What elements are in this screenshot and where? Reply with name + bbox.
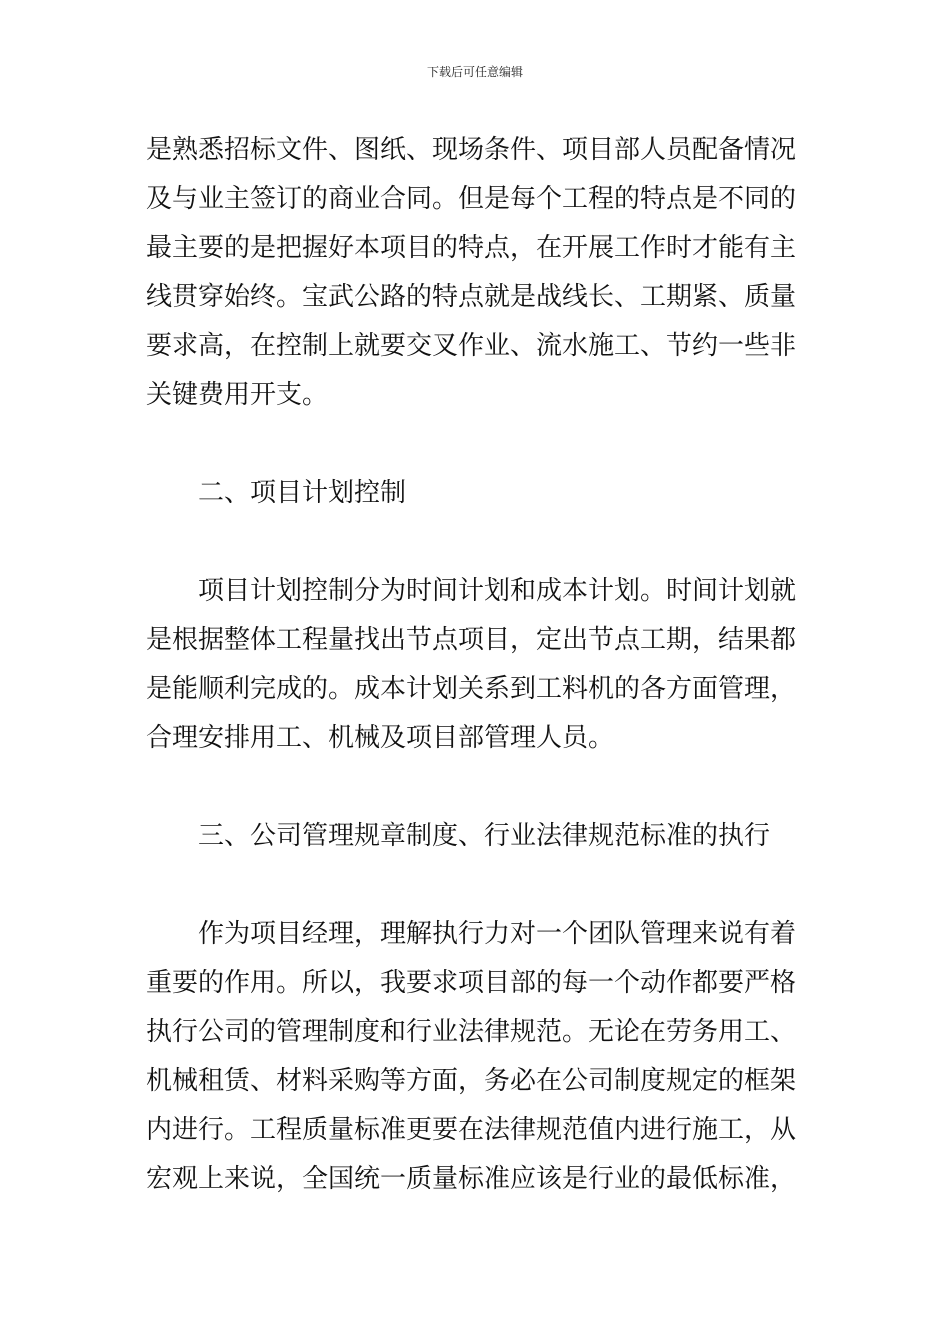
section-heading-2: 二、项目计划控制 [198, 478, 407, 508]
section-heading-3: 三、公司管理规章制度、行业法律规范标准的执行 [198, 821, 771, 851]
paragraph-line: 合理安排用工、机械及项目部管理人员。 [146, 723, 615, 753]
paragraph-line: 是能顺利完成的。成本计划关系到工料机的各方面管理， [146, 674, 797, 704]
paragraph-line: 最主要的是把握好本项目的特点，在开展工作时才能有主 [146, 233, 797, 263]
paragraph-2 [146, 567, 806, 763]
paragraph-line: 执行公司的管理制度和行业法律规范。无论在劳务用工、 [146, 1017, 797, 1047]
paragraph-spacer [146, 861, 806, 910]
paragraph-line: 内进行。工程质量标准更要在法律规范值内进行施工，从 [146, 1115, 797, 1145]
paragraph-spacer [146, 420, 806, 469]
paragraph-line: 是根据整体工程量找出节点项目，定出节点工期，结果都 [146, 625, 797, 655]
paragraph-1 [146, 126, 806, 420]
paragraph-line: 机械租赁、材料采购等方面，务必在公司制度规定的框架 [146, 1066, 797, 1096]
paragraph-line: 项目计划控制分为时间计划和成本计划。时间计划就 [198, 576, 797, 606]
document-body [146, 126, 806, 1204]
paragraph-line: 要求高，在控制上就要交叉作业、流水施工、节约一些非 [146, 331, 797, 361]
paragraph-spacer [146, 518, 806, 567]
page-header-note: 下载后可任意编辑 [426, 65, 523, 79]
paragraph-line: 作为项目经理，理解执行力对一个团队管理来说有着 [198, 919, 797, 949]
paragraph-spacer [146, 763, 806, 812]
paragraph-line: 重要的作用。所以，我要求项目部的每一个动作都要严格 [146, 968, 797, 998]
paragraph-line: 关键费用开支。 [146, 380, 329, 410]
paragraph-line: 线贯穿始终。宝武公路的特点就是战线长、工期紧、质量 [146, 282, 797, 312]
paragraph-3 [146, 910, 806, 1204]
paragraph-line: 宏观上来说，全国统一质量标准应该是行业的最低标准， [146, 1164, 797, 1194]
paragraph-line: 及与业主签订的商业合同。但是每个工程的特点是不同的 [146, 184, 797, 214]
paragraph-line: 是熟悉招标文件、图纸、现场条件、项目部人员配备情况 [146, 135, 797, 165]
